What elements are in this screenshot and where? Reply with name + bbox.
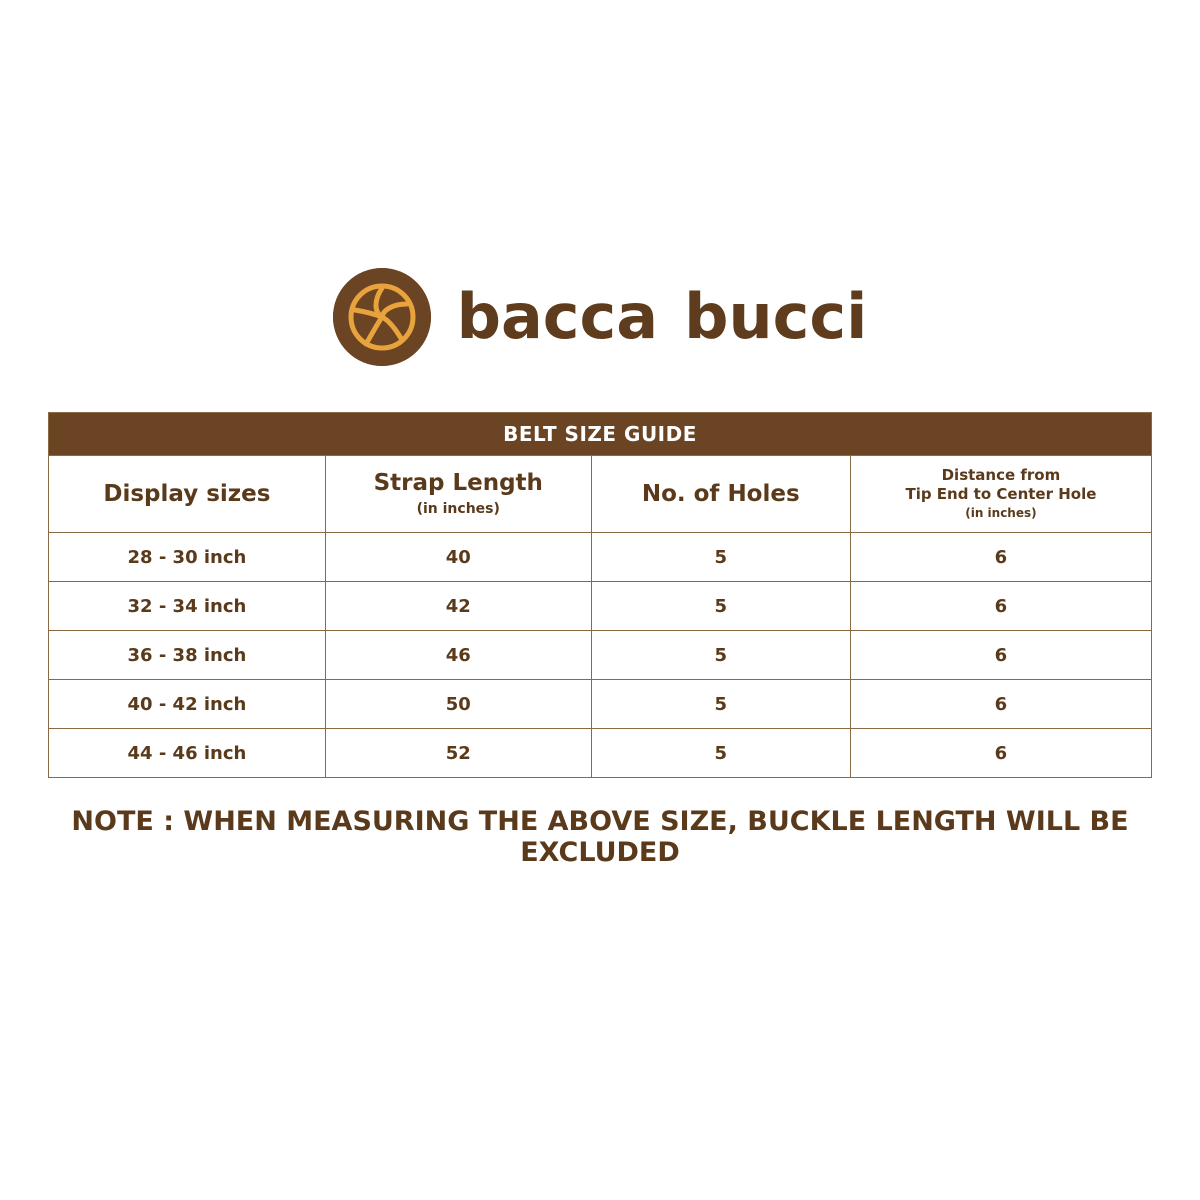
column-header-tip-to-center-line1: Distance from <box>941 465 1061 484</box>
cell-display-size: 44 - 46 inch <box>49 729 326 778</box>
column-header-no-of-holes <box>591 456 850 533</box>
cell-tip-to-center: 6 <box>850 582 1151 631</box>
cell-tip-to-center: 6 <box>850 729 1151 778</box>
column-header-tip-to-center-unit: (in inches) <box>965 506 1037 521</box>
table-row <box>49 680 1152 729</box>
cell-display-size: 28 - 30 inch <box>49 533 326 582</box>
cell-holes: 5 <box>591 631 850 680</box>
column-header-no-of-holes-label: No. of Holes <box>641 480 800 507</box>
cell-holes: 5 <box>591 729 850 778</box>
brand-word-1: bacca <box>456 280 659 353</box>
table-header-row <box>49 456 1152 533</box>
cell-strap-length: 50 <box>325 680 591 729</box>
measuring-note: NOTE : WHEN MEASURING THE ABOVE SIZE, BUCKLE LENGTH WILL BE EXCLUDED <box>71 806 1129 868</box>
table-title-row <box>49 413 1152 456</box>
column-header-display-sizes-label: Display sizes <box>103 480 271 507</box>
cell-display-size: 36 - 38 inch <box>49 631 326 680</box>
cell-strap-length: 52 <box>325 729 591 778</box>
column-header-strap-length <box>325 456 591 533</box>
column-header-strap-length-unit: (in inches) <box>416 500 500 517</box>
cell-tip-to-center: 6 <box>850 680 1151 729</box>
brand-wordmark <box>456 280 868 353</box>
bacca-bucci-logo-icon <box>333 268 431 366</box>
cell-strap-length: 40 <box>325 533 591 582</box>
brand-word-2: bucci <box>684 280 868 353</box>
cell-tip-to-center: 6 <box>850 631 1151 680</box>
table-title: BELT SIZE GUIDE <box>49 413 1152 456</box>
cell-tip-to-center: 6 <box>850 533 1151 582</box>
cell-display-size: 40 - 42 inch <box>49 680 326 729</box>
table-row <box>49 582 1152 631</box>
table-row <box>49 631 1152 680</box>
column-header-tip-to-center-hole <box>850 456 1151 533</box>
column-header-tip-to-center-line2: Tip End to Center Hole <box>905 484 1097 503</box>
size-table-container <box>48 412 1152 778</box>
cell-strap-length: 42 <box>325 582 591 631</box>
column-header-display-sizes <box>49 456 326 533</box>
column-header-strap-length-label: Strap Length <box>373 470 543 497</box>
cell-display-size: 32 - 34 inch <box>49 582 326 631</box>
table-row <box>49 533 1152 582</box>
brand-header <box>0 268 1200 366</box>
cell-holes: 5 <box>591 533 850 582</box>
cell-holes: 5 <box>591 582 850 631</box>
belt-size-table <box>48 412 1152 778</box>
cell-strap-length: 46 <box>325 631 591 680</box>
cell-holes: 5 <box>591 680 850 729</box>
table-row <box>49 729 1152 778</box>
